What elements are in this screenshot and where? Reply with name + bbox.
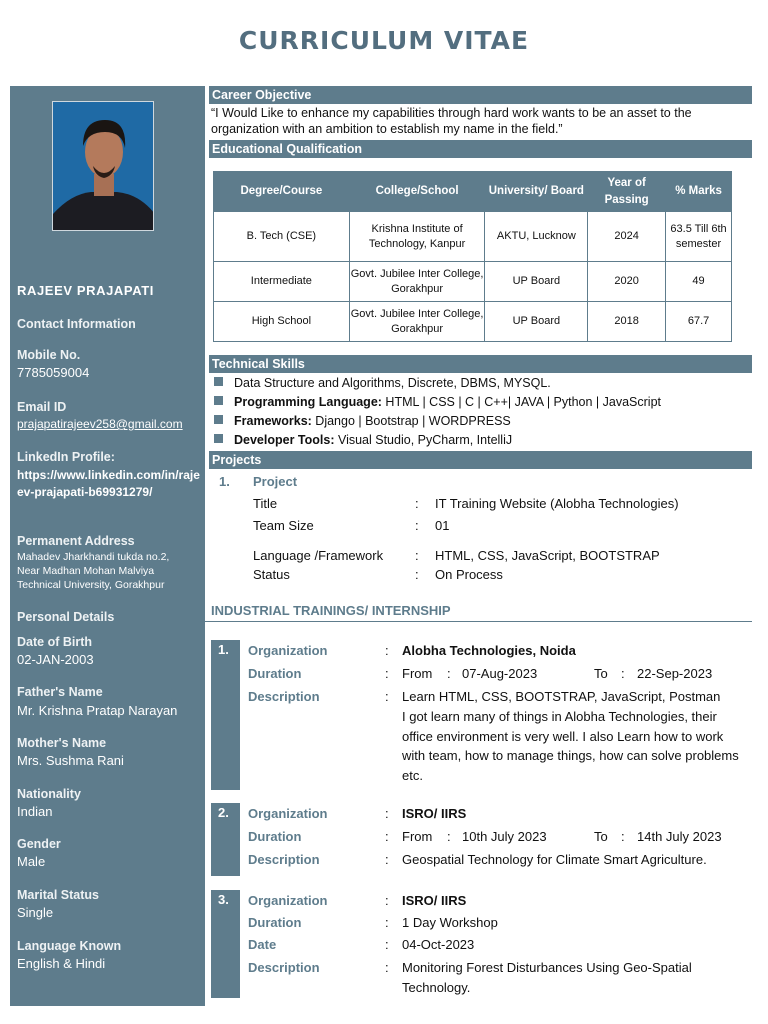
linkedin-link[interactable]: https://www.linkedin.com/in/rajeev-prajapati-b69931279/ — [17, 468, 200, 499]
table-header-row — [214, 172, 732, 212]
colon: : — [415, 496, 419, 511]
colon: : — [415, 567, 419, 582]
table-cell: UP Board — [485, 302, 588, 342]
duration-label: Duration — [248, 829, 302, 844]
email-link[interactable]: prajapatirajeev258@gmail.com — [17, 417, 183, 431]
description-value: Learn HTML, CSS, BOOTSTRAP, JavaScript, Postman — [402, 689, 721, 704]
table-cell: High School — [214, 302, 350, 342]
colon: : — [385, 852, 389, 867]
project-field-key: Title — [253, 496, 278, 511]
date-value: 04-Oct-2023 — [402, 937, 475, 952]
father-label: Father's Name — [17, 685, 103, 699]
bullet-square-icon — [214, 415, 223, 424]
career-objective-heading: Career Objective — [209, 86, 752, 104]
education-heading: Educational Qualification — [209, 140, 752, 158]
table-cell: AKTU, Lucknow — [485, 212, 588, 262]
colon: : — [415, 518, 419, 533]
internship-number: 1. — [211, 640, 240, 790]
technical-skills-heading: Technical Skills — [209, 355, 752, 373]
project-field-value: 01 — [435, 518, 450, 533]
org-value: Alobha Technologies, Noida — [402, 643, 576, 658]
skill-item — [214, 375, 551, 391]
dob-value: 02-JAN-2003 — [17, 652, 94, 667]
contact-heading: Contact Information — [17, 317, 136, 331]
address-label: Permanent Address — [17, 534, 135, 548]
marital-value: Single — [17, 905, 54, 920]
duration-value: 1 Day Workshop — [402, 915, 498, 930]
project-field-key: Team Size — [253, 518, 314, 533]
dob-label: Date of Birth — [17, 635, 92, 649]
bullet-square-icon — [214, 396, 223, 405]
description-label: Description — [248, 960, 320, 975]
colon: : — [415, 548, 419, 563]
skill-label: Developer Tools: — [234, 433, 335, 447]
email-label: Email ID — [17, 400, 67, 414]
to-date: 14th July 2023 — [637, 829, 722, 844]
colon: : — [385, 689, 389, 704]
skill-text: Visual Studio, PyCharm, IntelliJ — [334, 433, 513, 447]
bullet-square-icon — [214, 377, 223, 386]
description-value: Geospatial Technology for Climate Smart Agriculture. — [402, 852, 707, 867]
skill-item — [214, 413, 511, 429]
table-cell: UP Board — [485, 262, 588, 302]
skill-text: Data Structure and Algorithms, Discrete, DBMS, MYSQL. — [234, 376, 551, 390]
nationality-value: Indian — [17, 804, 53, 819]
marital-label: Marital Status — [17, 888, 99, 902]
table-cell: 49 — [666, 262, 732, 302]
colon: : — [447, 829, 451, 844]
internship-number: 2. — [211, 803, 240, 876]
colon: : — [385, 666, 389, 681]
to-label: To — [594, 829, 608, 844]
section-divider — [205, 621, 752, 622]
address-line: Mahadev Jharkhandi tukda no.2, — [17, 551, 170, 563]
gender-label: Gender — [17, 837, 61, 851]
table-row — [214, 262, 732, 302]
skill-text: Django | Bootstrap | WORDPRESS — [311, 414, 511, 428]
language-label: Language Known — [17, 939, 122, 953]
project-field-value: IT Training Website (Alobha Technologies) — [435, 496, 679, 511]
column-header: College/School — [349, 172, 485, 212]
colon: : — [385, 829, 389, 844]
colon: : — [447, 666, 451, 681]
mother-label: Mother's Name — [17, 736, 107, 750]
table-cell: 67.7 — [666, 302, 732, 342]
table-cell: 2018 — [588, 302, 666, 342]
colon: : — [621, 666, 625, 681]
colon: : — [385, 915, 389, 930]
description-paragraph: Monitoring Forest Disturbances Using Geo-Spatial Technology. — [402, 960, 692, 995]
project-field-value: HTML, CSS, JavaScript, BOOTSTRAP — [435, 548, 660, 563]
to-date: 22-Sep-2023 — [637, 666, 713, 681]
org-value: ISRO/ IIRS — [402, 806, 467, 821]
column-header: University/ Board — [485, 172, 588, 212]
table-cell: 2024 — [588, 212, 666, 262]
from-date: 07-Aug-2023 — [462, 666, 538, 681]
table-row — [214, 302, 732, 342]
colon: : — [385, 806, 389, 821]
description-label: Description — [248, 852, 320, 867]
career-objective-text: “I Would Like to enhance my capabilities through hard work wants to be an asset to the organization with an ambition to establish my name in the field.” — [211, 106, 692, 136]
from-date: 10th July 2023 — [462, 829, 547, 844]
description-label: Description — [248, 689, 320, 704]
duration-label: Duration — [248, 666, 302, 681]
gender-value: Male — [17, 854, 46, 869]
table-cell: Krishna Institute of Technology, Kanpur — [349, 212, 485, 262]
colon: : — [621, 829, 625, 844]
colon: : — [385, 960, 389, 975]
table-cell: Govt. Jubilee Inter College, Gorakhpur — [349, 262, 485, 302]
internship-number: 3. — [211, 890, 240, 998]
linkedin-label: LinkedIn Profile: — [17, 450, 115, 464]
internship-heading: INDUSTRIAL TRAININGS/ INTERNSHIP — [211, 603, 451, 618]
column-header: % Marks — [666, 172, 732, 212]
org-label: Organization — [248, 643, 328, 658]
table-row — [214, 212, 732, 262]
skill-text: HTML | CSS | C | C++| JAVA | Python | JavaScript — [381, 395, 662, 409]
project-field-key: Status — [253, 567, 290, 582]
project-field-value: On Process — [435, 567, 503, 582]
mobile-label: Mobile No. — [17, 348, 81, 362]
address-line: Near Madhan Mohan Malviya — [17, 565, 155, 577]
project-number: 1. — [219, 474, 230, 489]
father-value: Mr. Krishna Pratap Narayan — [17, 703, 178, 718]
skill-item — [214, 432, 512, 448]
project-label: Project — [253, 474, 298, 489]
skill-label: Frameworks: — [234, 414, 312, 428]
from-label: From — [402, 666, 433, 681]
org-label: Organization — [248, 893, 328, 908]
skill-label: Programming Language: — [234, 395, 382, 409]
page-title: CURRICULUM VITAE — [238, 26, 530, 55]
table-cell: 63.5 Till 6th semester — [666, 212, 732, 262]
nationality-label: Nationality — [17, 787, 81, 801]
colon: : — [385, 937, 389, 952]
projects-heading: Projects — [209, 451, 752, 469]
date-label: Date — [248, 937, 277, 952]
org-label: Organization — [248, 806, 328, 821]
table-cell: B. Tech (CSE) — [214, 212, 350, 262]
duration-label: Duration — [248, 915, 302, 930]
column-header: Year of Passing — [588, 172, 666, 212]
address-line: Technical University, Gorakhpur — [17, 579, 165, 591]
personal-heading: Personal Details — [17, 610, 115, 624]
mother-value: Mrs. Sushma Rani — [17, 753, 124, 768]
table-cell: Intermediate — [214, 262, 350, 302]
column-header: Degree/Course — [214, 172, 350, 212]
description-paragraph: I got learn many of things in Alobha Technologies, their office environment is very well. I also Learn how to work with team, how to manage things, how can solve problems etc. — [402, 709, 739, 783]
colon: : — [385, 893, 389, 908]
education-table — [213, 171, 732, 342]
profile-photo — [52, 101, 154, 231]
from-label: From — [402, 829, 433, 844]
skill-item — [214, 394, 661, 410]
mobile-value: 7785059004 — [17, 365, 90, 380]
candidate-name: RAJEEV PRAJAPATI — [17, 283, 154, 298]
org-value: ISRO/ IIRS — [402, 893, 467, 908]
colon: : — [385, 643, 389, 658]
language-value: English & Hindi — [17, 956, 106, 971]
sidebar — [10, 86, 205, 1006]
bullet-square-icon — [214, 434, 223, 443]
table-cell: Govt. Jubilee Inter College, Gorakhpur — [349, 302, 485, 342]
table-cell: 2020 — [588, 262, 666, 302]
to-label: To — [594, 666, 608, 681]
project-field-key: Language /Framework — [253, 548, 384, 563]
